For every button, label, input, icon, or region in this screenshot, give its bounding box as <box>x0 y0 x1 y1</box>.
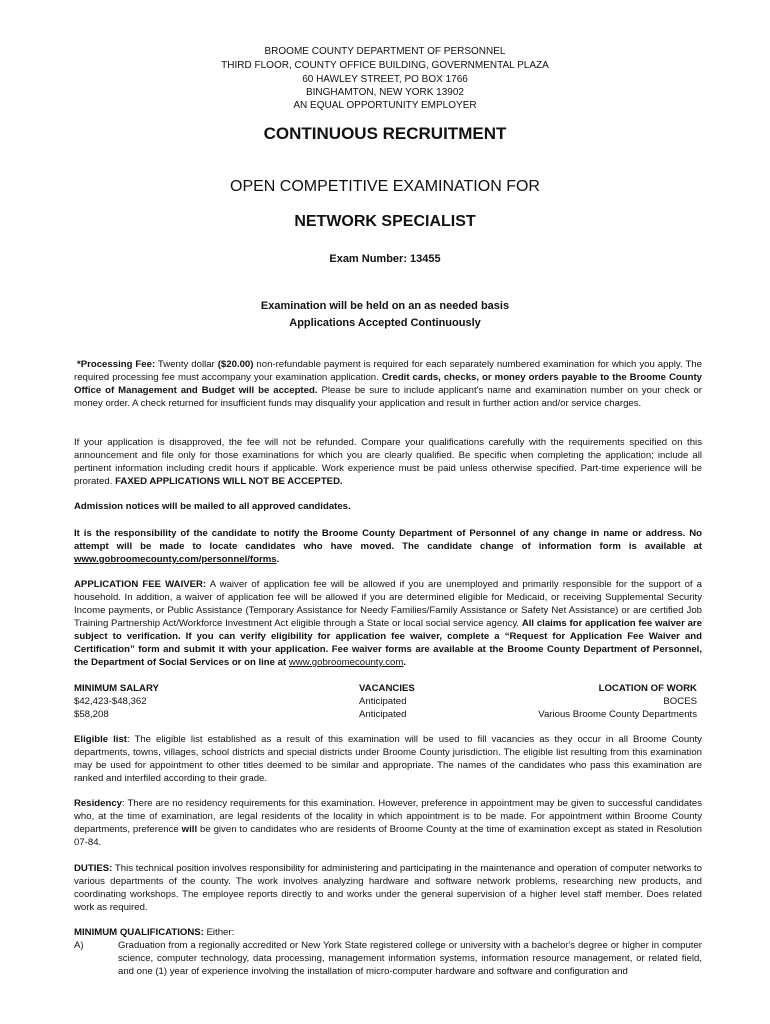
vacancies-header: VACANCIES <box>359 683 415 694</box>
location-header: LOCATION OF WORK <box>598 683 697 694</box>
responsibility-paragraph <box>74 527 702 566</box>
residency-will: will <box>181 824 198 835</box>
location-column <box>500 682 697 721</box>
salary-value: $42,423-$48,362 <box>74 696 147 707</box>
header-eeo: AN EQUAL OPPORTUNITY EMPLOYER <box>293 100 477 111</box>
location-value: BOCES <box>663 696 697 707</box>
processing-fee-paragraph <box>74 358 702 410</box>
fee-waiver-paragraph <box>74 578 702 669</box>
duties-text: This technical position involves responsibility for administering and participating in the maintenance and operation of computer networks to various departments of the county. The work involves analyzing hardware and software network problems, researching new products, and coordinating workshops. The employee reports directly to and works under the general supervision of a higher level staff member. Does related work as required. <box>74 863 702 913</box>
eligible-list-label: Eligible list <box>74 734 127 745</box>
exam-schedule-line: Examination will be held on an as needed basis <box>260 300 510 312</box>
faxed-notice: FAXED APPLICATIONS WILL NOT BE ACCEPTED. <box>115 476 343 487</box>
admission-notice: Admission notices will be mailed to all approved candidates. <box>74 501 351 512</box>
fee-text-3: Please be sure to include applicant's name and examination number on your check or money order. A check returned for insufficient funds may disqualify your application and result in further action and/or service charges. <box>74 385 702 409</box>
salary-value: $58,208 <box>74 709 109 720</box>
min-quals-heading <box>74 926 702 939</box>
salary-column <box>74 682 159 721</box>
header-street: 60 HAWLEY STREET, PO BOX 1766 <box>302 74 468 85</box>
option-a-label: A) <box>74 940 84 951</box>
fee-waiver-label: APPLICATION FEE WAIVER: <box>74 579 207 590</box>
residency-end: be given to candidates who are residents of Broome County at the time of examination except as stated in Resolution 07-84. <box>74 824 702 848</box>
vacancy-value: Anticipated <box>359 709 407 720</box>
header-city: BINGHAMTON, NEW YORK 13902 <box>305 87 464 98</box>
county-website-link[interactable]: www.gobroomecounty.com <box>288 657 404 668</box>
exam-type-heading: OPEN COMPETITIVE EXAMINATION FOR <box>230 178 540 195</box>
applications-accepted-line: Applications Accepted Continuously <box>289 317 481 329</box>
disapproval-text: If your application is disapproved, the fee will not be refunded. Compare your qualifications carefully with the requirements specified on this announcement and file only for those examinations for which you are clearly qualified. Be specific when completing the application; include all pertinent information including credit hours if applicable. Work experience must be paid unless otherwise specified. Part-time experience will be prorated. <box>74 437 702 487</box>
eligible-list-text: : The eligible list established as a result of this examination will be used to fill vacancies as they occur in all Broome County departments, towns, villages, school districts and special districts under Broome County jurisdiction. The eligible list resulting from this examination may be used for appointment to other titles deemed to be similar and appropriate. The names of the candidates who pass this examination are ranked and interfiled according to their grade. <box>74 734 702 784</box>
residency-label: Residency <box>74 798 122 809</box>
vacancies-column <box>359 682 415 721</box>
option-a-text: Graduation from a regionally accredited or New York State registered college or university with a bachelor's degree or higher in computer science, computer technology, data processing, management information systems, information resource management, or related field, and one (1) year of experience involving the installation of micro-computer hardware and software and configuration and <box>118 940 702 977</box>
residency-text: : There are no residency requirements for this examination. However, preference in appointment may be given to successful candidates who, at the time of examination, are legal residents of the locality in which appointment is to be made. For appointment within Broome County departments, preference <box>74 798 702 835</box>
fee-text-2: non-refundable payment is required for each separately numbered examination for which you apply. The required processing fee must accompany your examination application. <box>74 359 702 383</box>
exam-number: Exam Number: 13455 <box>329 253 441 265</box>
responsibility-end: . <box>276 554 280 565</box>
location-value: Various Broome County Departments <box>538 709 697 720</box>
duties-paragraph <box>74 862 702 914</box>
fee-waiver-end: . <box>403 657 406 668</box>
fee-waiver-verification: All claims for application fee waiver are subject to verification. If you can verify eligibility for application fee waiver, complete a “Request for Application Fee Waiver and Certification” form and submit it with your application. Fee waiver forms are available at the Broome County Department of Personnel, the Department of Social Services or on line at <box>74 618 703 668</box>
fee-text: Twenty dollar <box>155 359 218 370</box>
processing-fee-label: *Processing Fee: <box>77 359 156 370</box>
header-building: THIRD FLOOR, COUNTY OFFICE BUILDING, GOVERNMENTAL PLAZA <box>221 60 549 71</box>
disapproval-paragraph <box>74 436 702 488</box>
fee-payment-methods: Credit cards, checks, or money orders payable to the Broome County Office of Management and Budget will be accepted. <box>74 372 702 396</box>
duties-label: DUTIES: <box>74 863 113 874</box>
min-quals-either: Either: <box>203 927 235 938</box>
vacancy-value: Anticipated <box>359 696 407 707</box>
min-quals-label: MINIMUM QUALIFICATIONS: <box>74 927 204 938</box>
position-title: NETWORK SPECIALIST <box>294 213 476 230</box>
forms-link[interactable]: www.gobroomecounty.com/personnel/forms <box>74 554 277 565</box>
fee-amount: ($20.00) <box>217 359 254 370</box>
salary-header: MINIMUM SALARY <box>74 683 159 694</box>
fee-waiver-text: A waiver of application fee will be allowed if you are unemployed and primarily responsible for the support of a household. In addition, a waiver of application fee will be allowed if you are determined eligible for Medicaid, or receiving Supplemental Security Income payments, or Public Assistance (Temporary Assistance for Needy Families/Family Assistance or Safety Net Assistance) or are certified Job Training Partnership Act/Workforce Investment Act eligible through a State or local social service agency. <box>74 579 702 629</box>
page-title: CONTINUOUS RECRUITMENT <box>263 124 507 143</box>
header-department: BROOME COUNTY DEPARTMENT OF PERSONNEL <box>264 46 506 57</box>
eligible-list-paragraph <box>74 733 702 785</box>
residency-paragraph <box>74 797 702 849</box>
responsibility-text: It is the responsibility of the candidate to notify the Broome County Department of Personnel of any change in name or address. No attempt will be made to locate candidates who have moved. The candidate change of information form is available at <box>74 528 702 552</box>
